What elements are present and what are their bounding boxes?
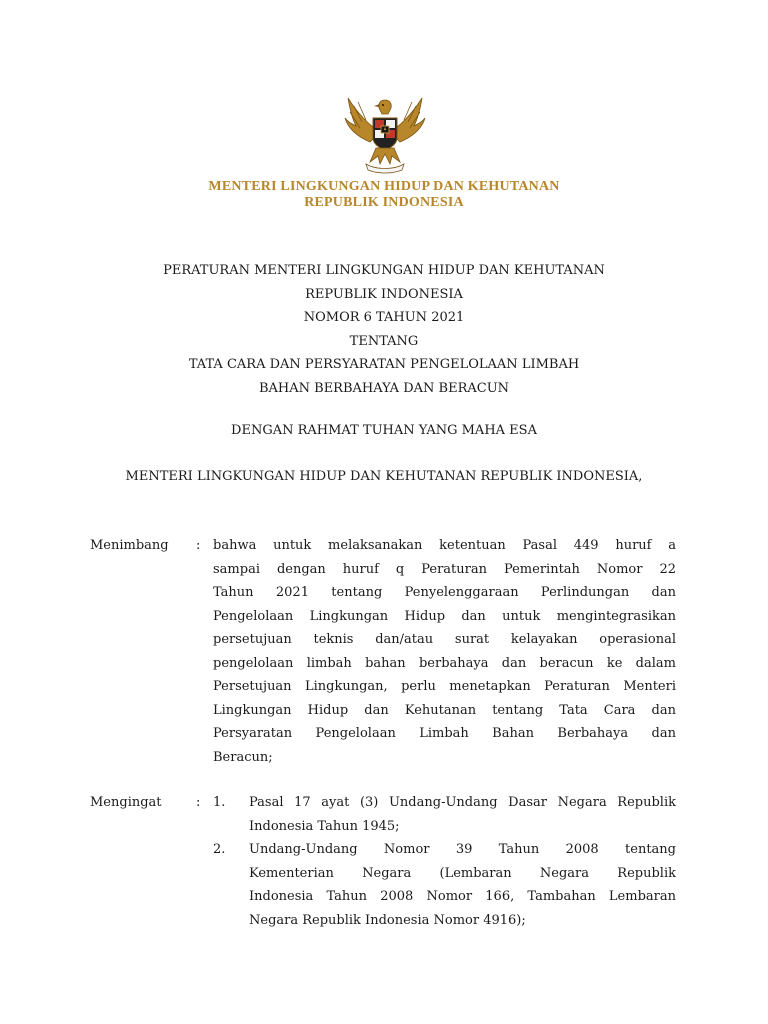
title-line: BAHAN BERBAHAYA DAN BERACUN bbox=[258, 380, 510, 396]
mengingat-label: Mengingat bbox=[90, 795, 162, 810]
item-line: Kementerian Negara (Lembaran Negara Republik bbox=[249, 865, 676, 881]
regulation-title bbox=[0, 259, 768, 400]
item-line: Negara Republik Indonesia Nomor 4916); bbox=[249, 912, 526, 928]
paragraph-line: pengelolaan limbah bahan berbahaya dan beracun ke dalam bbox=[213, 655, 676, 671]
menimbang-colon: : bbox=[196, 538, 201, 553]
garuda-emblem-icon bbox=[340, 92, 430, 174]
paragraph-line: Persetujuan Lingkungan, perlu menetapkan Peraturan Menteri bbox=[213, 679, 676, 694]
item-line: Pasal 17 ayat (3) Undang-Undang Dasar Negara Republik bbox=[249, 795, 676, 810]
ministry-header-line-1: MENTERI LINGKUNGAN HIDUP DAN KEHUTANAN bbox=[208, 179, 560, 194]
paragraph-line: Persyaratan Pengelolaan Limbah Bahan Berbahaya dan bbox=[213, 726, 676, 741]
item-line: Indonesia Tahun 1945; bbox=[249, 818, 400, 834]
title-line: TENTANG bbox=[349, 333, 419, 349]
preamble-menteri: MENTERI LINGKUNGAN HIDUP DAN KEHUTANAN REPUBLIK INDONESIA, bbox=[125, 469, 643, 484]
item-number: 2. bbox=[213, 842, 226, 857]
mengingat-item-1 bbox=[213, 791, 676, 838]
ministry-header-line-2: REPUBLIK INDONESIA bbox=[304, 195, 464, 210]
title-line: REPUBLIK INDONESIA bbox=[305, 286, 463, 302]
menimbang-text bbox=[213, 534, 676, 769]
item-line: Indonesia Tahun 2008 Nomor 166, Tambahan Lembaran bbox=[249, 889, 676, 904]
paragraph-line: Lingkungan Hidup dan Kehutanan tentang Tata Cara dan bbox=[213, 702, 676, 718]
mengingat-item-2 bbox=[213, 838, 676, 932]
item-line: Undang-Undang Nomor 39 Tahun 2008 tentang bbox=[249, 842, 676, 857]
menimbang-label: Menimbang bbox=[90, 538, 169, 553]
title-line: PERATURAN MENTERI LINGKUNGAN HIDUP DAN KEHUTANAN bbox=[163, 263, 605, 278]
title-line: NOMOR 6 TAHUN 2021 bbox=[303, 310, 465, 325]
preamble-rahmat: DENGAN RAHMAT TUHAN YANG MAHA ESA bbox=[231, 423, 537, 438]
paragraph-line: bahwa untuk melaksanakan ketentuan Pasal 449 huruf a bbox=[213, 538, 676, 553]
item-number: 1. bbox=[213, 795, 226, 810]
paragraph-line: sampai dengan huruf q Peraturan Pemerintah Nomor 22 bbox=[213, 561, 676, 577]
paragraph-line: Tahun 2021 tentang Penyelenggaraan Perlindungan dan bbox=[213, 585, 676, 600]
paragraph-line: persetujuan teknis dan/atau surat kelayakan operasional bbox=[213, 632, 676, 647]
title-line: TATA CARA DAN PERSYARATAN PENGELOLAAN LIMBAH bbox=[188, 357, 580, 372]
paragraph-line: Pengelolaan Lingkungan Hidup dan untuk mengintegrasikan bbox=[213, 608, 676, 624]
mengingat-colon: : bbox=[196, 795, 201, 810]
paragraph-line: Beracun; bbox=[213, 749, 273, 765]
